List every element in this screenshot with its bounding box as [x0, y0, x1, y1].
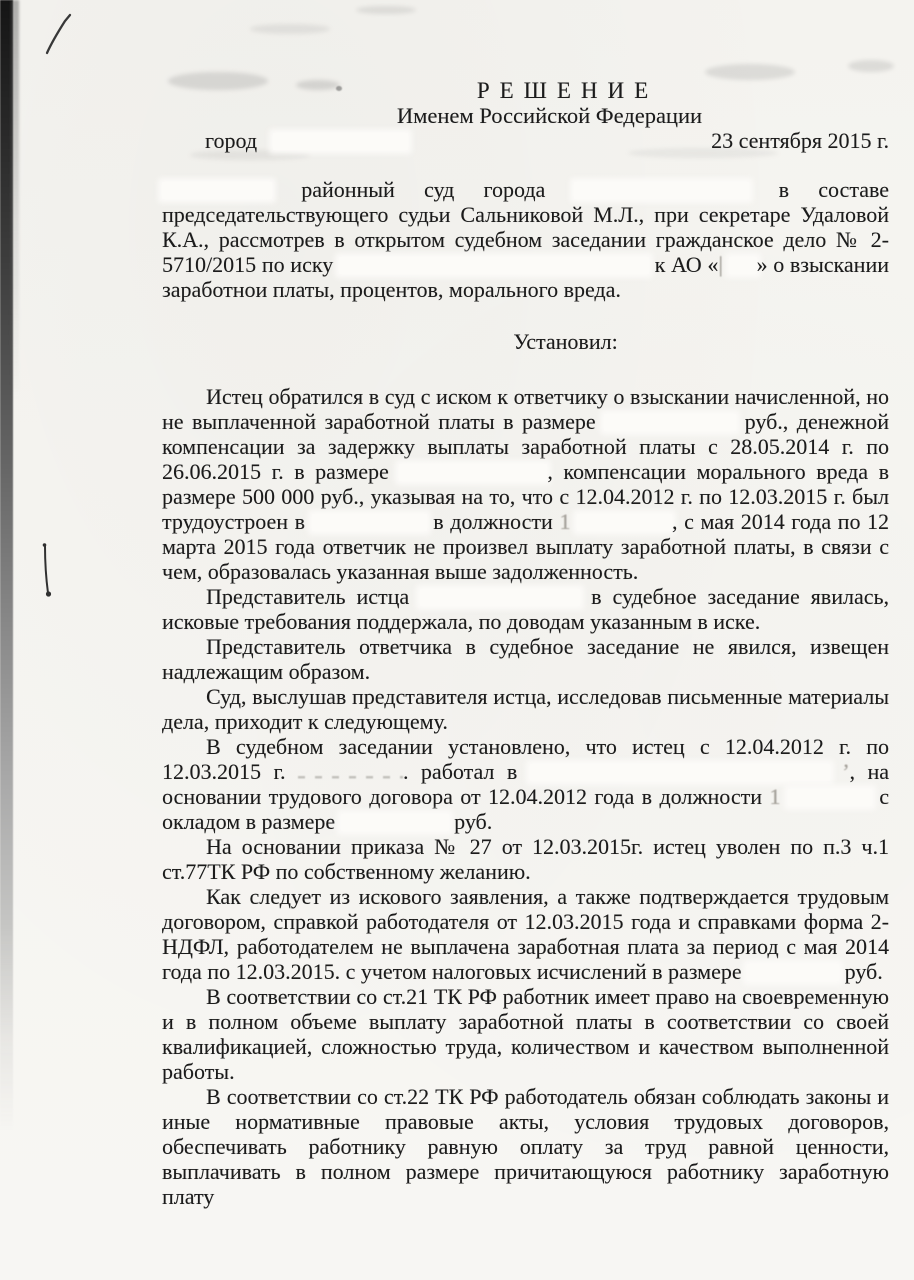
text-run: На основании приказа № 27 от 12.03.2015г. истец уволен по п.3 ч.1 ст.77ТК РФ по собственному желанию.: [162, 834, 889, 884]
ghost-mark: ’: [842, 759, 850, 784]
ghost-mark: |: [718, 252, 723, 277]
pen-mark-dot-bottom: [46, 591, 51, 596]
paragraph: [162, 384, 889, 584]
redaction-box: [530, 764, 830, 781]
redaction-box: [788, 789, 872, 806]
ghost-mark: 1: [559, 509, 571, 534]
section-heading: Установил:: [513, 329, 618, 354]
text-run: с окладом в размере: [162, 784, 890, 834]
document-subtitle: Именем Российской Федерации: [396, 103, 703, 128]
paragraph: [162, 584, 889, 634]
pen-slash-mark: [47, 15, 70, 53]
scan-binding-edge-shadow: [11, 0, 19, 400]
text-run: Суд, выслушав представителя истца, исследовав письменные материалы дела, приходит к следующему.: [162, 684, 889, 734]
ghost-mark: 1: [769, 784, 781, 809]
text-run: , компенсации морального вреда в размере 500 000 руб., указывая на то, что с 12.04.2012 г. по 12.03.2015 г. был трудоустроен в: [162, 459, 890, 534]
text-run: к АО «: [654, 252, 719, 277]
text-run: Истец обратился в суд с иском к ответчику о взыскании начисленной, но не выплаченной заработной платы в размере: [162, 384, 889, 434]
text-run: руб.: [844, 959, 883, 984]
paragraph: [162, 177, 889, 302]
paragraph: [162, 684, 889, 734]
redaction-box: [162, 182, 272, 199]
text-run: руб.: [454, 809, 493, 834]
paragraph: [162, 734, 889, 834]
scan-smudge: [848, 60, 894, 72]
document-date: 23 сентября 2015 г.: [711, 128, 889, 153]
text-run: , на основании трудового договора от 12.04.2012 года в должности: [162, 759, 890, 809]
text-run: руб., денежной компенсации за задержку выплаты заработной платы с 28.05.2014 г. по 26.06.2015 г. в размере: [162, 409, 890, 484]
paragraph: [162, 634, 889, 684]
text-run: » о взыскании заработнои платы, процентов, морального вреда.: [162, 252, 889, 302]
city-date-row: [162, 128, 889, 153]
paragraph: [162, 1084, 889, 1209]
redaction-box: [399, 464, 547, 481]
redaction-box: [312, 514, 427, 531]
redaction-box: [747, 964, 839, 981]
text-run: В соответствии со ст.22 ТК РФ работодатель обязан соблюдать законы и иные нормативные правовые акты, условия трудовых договоров, обеспечивать работнику равную оплату за труд равной ценности, выплачивать в полном размере причитающуюся работнику заработную плату: [162, 1084, 889, 1209]
paragraph: [162, 984, 889, 1084]
redaction-box: [604, 414, 736, 431]
text-run: В судебном заседании установлено, что истец с 12.04.2012 г. по 12.03.2015 г.: [162, 734, 889, 784]
city-redaction: [273, 133, 408, 150]
redaction-box: [577, 514, 672, 531]
text-run: в судебное заседание явилась, исковые требования поддержала, по доводам указанным в иске.: [162, 584, 890, 634]
paragraph: [162, 884, 889, 984]
erased-text-mark: [298, 766, 403, 781]
text-run: Как следует из искового заявления, а также подтверждается трудовым договором, справкой работодателя от 12.03.2015 года и справками форма 2-НДФЛ, работодателем не выплачена заработная плата за период с мая 2014 года по 12.03.2015. с учетом налоговых исчислений в размере: [162, 884, 889, 984]
text-run: в составе председательствующего судьи Сальниковой М.Л., при секретаре Удаловой К.А., рассмотрев в открытом судебном заседании гражданское дело № 2-5710/2015 по иску: [162, 177, 889, 277]
text-run: районный суд города: [301, 177, 546, 202]
pen-mark-dot-top: [43, 543, 47, 547]
text-run: , с мая 2014 года по 12 марта 2015 года ответчик не произвел выплату заработной платы, в связи с чем, образовалась указанная выше задолженность.: [162, 509, 890, 584]
document-title: РЕШЕНИЕ: [476, 78, 659, 103]
city-label: город: [205, 128, 258, 153]
paragraph: [162, 834, 889, 884]
redaction-box: [729, 257, 757, 274]
text-run: Представитель ответчика в судебное заседание не явился, извещен надлежащим образом.: [162, 634, 889, 684]
city-line: [205, 128, 408, 153]
pen-vertical-mark: [45, 546, 48, 593]
text-run: В соответствии со ст.21 ТК РФ работник имеет право на своевременную и в полном объеме выплату заработной платы в соответствии со своей квалификацией, сложностью труда, количеством и качеством выполненной работы.: [162, 984, 889, 1084]
scan-smudge: [356, 6, 416, 14]
redaction-box: [339, 257, 649, 274]
redaction-box: [341, 814, 449, 831]
text-run: в должности: [433, 509, 553, 534]
document-body: [162, 177, 889, 1209]
scan-smudge: [250, 24, 330, 34]
document-content: [162, 78, 889, 1209]
redaction-box: [420, 589, 580, 606]
text-run: . работал в: [402, 759, 518, 784]
text-run: Представитель истца: [206, 584, 410, 609]
redaction-box: [574, 182, 749, 199]
